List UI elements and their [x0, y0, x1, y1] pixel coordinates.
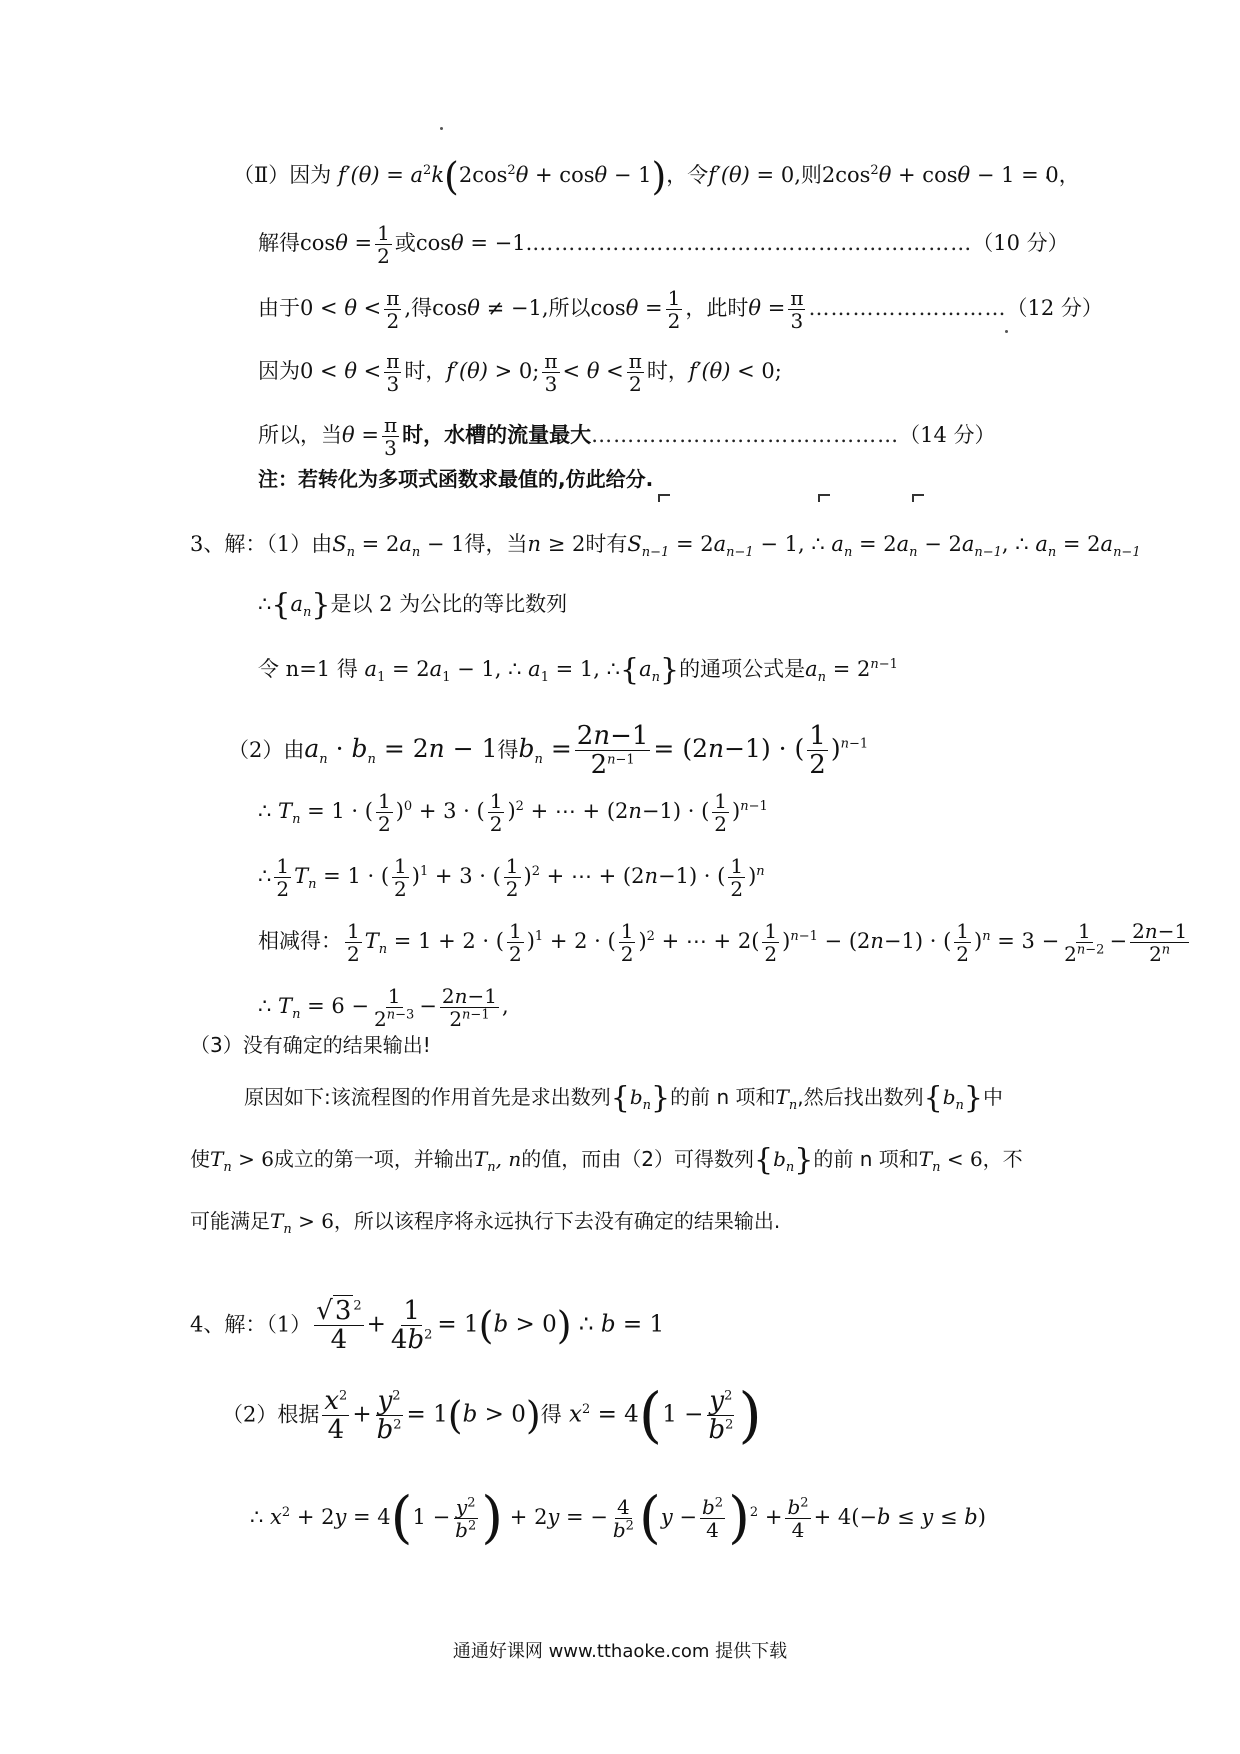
text: ,则 — [794, 163, 822, 187]
text: 所以，当 — [258, 423, 342, 447]
q3-line5: ∴ $T_n = 1$ · ( $\frac{1}{2}$ )$^0$ + 3 · ( $\frac{1}{2}$ )$^2$ + ⋯ + (2n−1) · ( $\frac{1}{2}$ )$^{n-1}$ — [258, 789, 768, 836]
text: 的前 n 项和 — [813, 1147, 919, 1171]
part2-line2: 解得cosθ = $\frac{1}{2}$ 或cosθ = −1.……………………………………………………（10 分） — [258, 221, 1069, 268]
text: 相减得： — [258, 929, 342, 953]
footer: 通通好课网 www.tthaoke.com 提供下载 — [452, 1641, 788, 1662]
q3-line6: ∴ $\frac{1}{2}$ $T_n = 1$ · ( $\frac{1}{2}$ )$^1$ + 3 · ( $\frac{1}{2}$ )$^2$ + ⋯ + (2n−1) · ( $\frac{1}{2}$ )$^n$ — [258, 854, 765, 901]
part2-line5: 所以，当θ = $\frac{\pi}{3}$ 时，水槽的流量最大……………………………………（14 分） — [258, 413, 996, 460]
text: 可能满足 — [190, 1209, 270, 1233]
text: 得 — [540, 1402, 562, 1427]
scan-mark — [912, 494, 924, 502]
q3-part3: （3）没有确定的结果输出! — [190, 1033, 431, 1057]
score: （14 分） — [899, 423, 996, 447]
q3-line4: （2）由$a_n \cdot b_n = 2n - 1$得$b_n$ = $\frac{2n-1}{2^{n-1}}$ = (2n−1) · ( $\frac{1}{2}$ )$^{n-1}$ — [228, 721, 869, 780]
scan-speck — [440, 127, 443, 130]
part2-line4: 因为0 < θ < $\frac{\pi}{3}$ 时，f′(θ) > 0; $\frac{\pi}{3}$ < θ < $\frac{\pi}{2}$ 时，f′(θ) < 0; — [258, 349, 782, 396]
scan-mark — [658, 494, 670, 502]
text: 使 — [190, 1147, 210, 1171]
text: 由于 — [258, 296, 300, 320]
q4-line1: 4、解：（1） $\frac{√3 ^2}{4}$ + $\frac{1}{4b^2}$ = 1(b > 0) ∴ b = 1 — [190, 1296, 665, 1355]
text: 令 n=1 得 — [258, 657, 358, 681]
part2-line3: 由于0 < θ < $\frac{\pi}{2}$ ,得cosθ ≠ −1,所以cosθ = $\frac{1}{2}$ ，此时θ = $\frac{\pi}{3}$ ………………………（12 分） — [258, 286, 1103, 333]
text: （2）根据 — [222, 1402, 320, 1427]
q4-line3: ∴ $x^2 + 2y = 4(1$ − $\frac{y^2}{b^2}$ ) + 2y = − $\frac{4}{b^2}$ (y − $\frac{b^2}{4}$ )$^2$ + $\frac{b^2}{4}$ + 4(−b ≤ y ≤ b) — [250, 1485, 986, 1551]
score: （12 分） — [1006, 296, 1103, 320]
text: 时， — [646, 359, 689, 383]
text: （Ⅱ）因为 — [233, 163, 332, 187]
text: 时有 — [585, 532, 628, 556]
text: 得 — [497, 738, 519, 762]
text: 时， — [404, 359, 447, 383]
q3-line3: 令 n=1 得 $a_1 = 2a_1 - 1$, ∴ $a_1 = 1$, $\therefore\{a_n\}$的通项公式是$a_n = 2^{n-1}$ — [258, 652, 898, 688]
text: 中 — [982, 1085, 1003, 1109]
part2-line1: （Ⅱ）因为 $f'(\theta) = a^2k(2\cos^2\theta + \cos\theta - 1)$，令f′(θ) = 0,则$2\cos^2\theta + \cos\theta - 1 = 0$， — [233, 154, 1080, 199]
text: ,然后找出数列 — [797, 1085, 924, 1109]
q3-reason1: 原因如下:该流程图的作用首先是求出数列$\{b_n\}$的前 n 项和$T_n$,然后找出数列$\{b_n\}$中 — [244, 1080, 1003, 1116]
q3-line2: $\therefore\{a_n\}$是以 2 为公比的等比数列 — [258, 587, 568, 623]
text: ,所以 — [541, 296, 591, 320]
q4-line2: （2）根据 $\frac{x^2}{4}$ + $\frac{y^2}{b^2}$ = 1(b > 0)得 $x^2 = 4(1$ − $\frac{y^2}{b^2}$ ) — [222, 1380, 762, 1451]
text: 因为 — [258, 359, 300, 383]
q3-reason3: 可能满足$T_n > 6$，所以该程序将永远执行下去没有确定的结果输出. — [190, 1209, 781, 1237]
q3-line7: 相减得： $\frac{1}{2}$ $T_n = 1 + 2$ · ( $\frac{1}{2}$ )$^1$ + 2 · ( $\frac{1}{2}$ )$^2$ + ⋯ + 2( $\frac{1}{2}$ )$^{n-1}$ − (2n−1) · ( $\frac{1}{2}$ )$^n$ = 3 − $\frac{1}{2^{n-2}}$ − $\frac{2n-1}{2^n}$ — [258, 919, 1188, 966]
q3-reason2: 使$T_n > 6$成立的第一项，并输出$T_n$, n的值，而由（2）可得数列$\{b_n\}$的前 n 项和$T_n < 6$，不 — [190, 1142, 1023, 1178]
text: ，此时 — [685, 296, 749, 320]
text: 得，当 — [464, 532, 528, 556]
text: ，所以该程序将永远执行下去没有确定的结果输出. — [333, 1209, 781, 1233]
text: 是以 2 为公比的等比数列 — [330, 592, 568, 616]
text: 原因如下:该流程图的作用首先是求出数列 — [244, 1085, 611, 1109]
text: 3、解：（1）由 — [190, 532, 333, 556]
text: ,得 — [404, 296, 433, 320]
text: 4、解：（1） — [190, 1312, 312, 1337]
text: 或 — [394, 231, 416, 255]
text: 解得 — [258, 231, 300, 255]
text: 成立的第一项，并输出 — [273, 1147, 474, 1171]
score: （10 分） — [972, 231, 1069, 255]
text: 的值，而由（2）可得数列 — [521, 1147, 754, 1171]
scan-mark — [818, 494, 830, 502]
text: （2）由 — [228, 738, 305, 762]
q3-line8: ∴ $T_n = 6$ − $\frac{1}{2^{n-3}}$ − $\frac{2n-1}{2^{n-1}}$ , — [258, 984, 509, 1031]
text: ，不 — [982, 1147, 1023, 1171]
text: 时，水槽的流量最大 — [402, 422, 592, 447]
text: ，令 — [666, 163, 709, 187]
text: 的通项公式是 — [679, 657, 806, 681]
q3-line1: 3、解：（1）由$S_n = 2a_n - 1$得，当n ≥ 2时有$S_{n-1} = 2a_{n-1} - 1$, ∴ $a_n = 2a_n - 2a_{n-1}$, ∴ $a_n = 2a_{n-1}$ — [190, 532, 1141, 561]
text: 的前 n 项和 — [670, 1085, 776, 1109]
part2-note: 注：若转化为多项式函数求最值的,仿此给分. — [258, 467, 654, 491]
